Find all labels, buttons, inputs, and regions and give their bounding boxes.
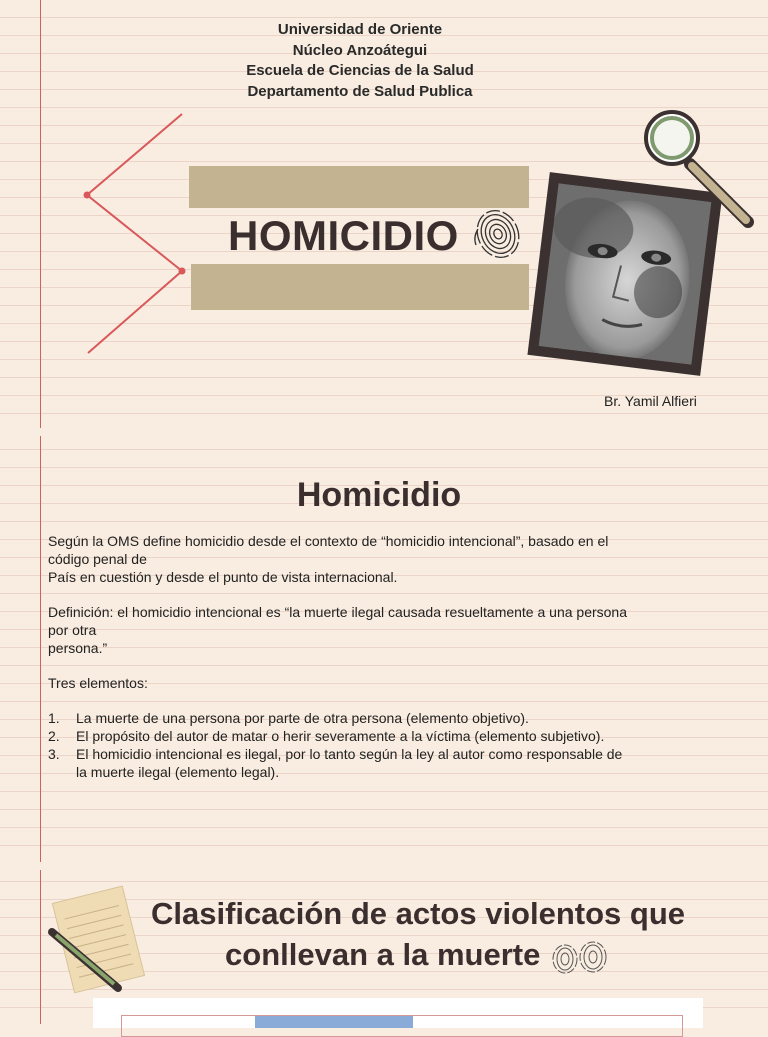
list-text-continued: la muerte ilegal (elemento legal). [76, 764, 280, 780]
cover-title: HOMICIDIO [228, 212, 459, 259]
definition-line: persona.” [48, 640, 108, 656]
section-title-homicidio: Homicidio [296, 476, 462, 514]
author-name: Br. Yamil Alfieri [604, 393, 697, 409]
list-number: 2. [48, 728, 60, 744]
fingerprint-pair-icon [549, 940, 611, 974]
chevron-decoration [75, 108, 190, 358]
list-number: 1. [48, 710, 60, 726]
list-text: El homicidio intencional es ilegal, por lo tanto según la ley al autor como responsable de [76, 746, 623, 762]
magnifying-glass-icon [640, 108, 758, 232]
list-text: La muerte de una persona por parte de otra persona (elemento objetivo). [76, 710, 529, 726]
title-band-bottom [191, 264, 529, 310]
list-text: El propósito del autor de matar o herir severamente a la víctima (elemento subjetivo). [76, 728, 605, 744]
list-item [48, 745, 688, 781]
list-item [48, 709, 688, 727]
intro-line: código penal de [48, 551, 147, 567]
intro-line: Según la OMS define homicidio desde el contexto de “homicidio intencional”, basado en el [48, 533, 609, 549]
university-header [150, 20, 570, 102]
page-separator [0, 862, 768, 870]
university-name: Universidad de Oriente [277, 21, 443, 38]
classification-title-line2: conllevan a la muerte [116, 934, 720, 975]
school-name: Escuela de Ciencias de la Salud [246, 62, 474, 79]
list-item [48, 727, 688, 745]
department-name: Departamento de Salud Publica [247, 82, 473, 100]
title-band-top [189, 166, 529, 208]
list-number: 3. [48, 746, 60, 762]
fingerprint-icon [470, 207, 526, 261]
campus-name: Núcleo Anzoátegui [292, 41, 428, 59]
definition-body [48, 532, 688, 781]
definition-line: Definición: el homicidio intencional es “la muerte ilegal causada resueltamente a una persona [48, 604, 628, 620]
elements-heading: Tres elementos: [48, 675, 148, 691]
classification-title [116, 893, 720, 975]
intro-line: País en cuestión y desde el punto de vista internacional. [48, 569, 398, 585]
classification-title-line1: Clasificación de actos violentos que [150, 896, 686, 931]
page-separator [0, 428, 768, 436]
definition-line: por otra [48, 622, 97, 638]
table-header-cell [255, 1016, 413, 1028]
